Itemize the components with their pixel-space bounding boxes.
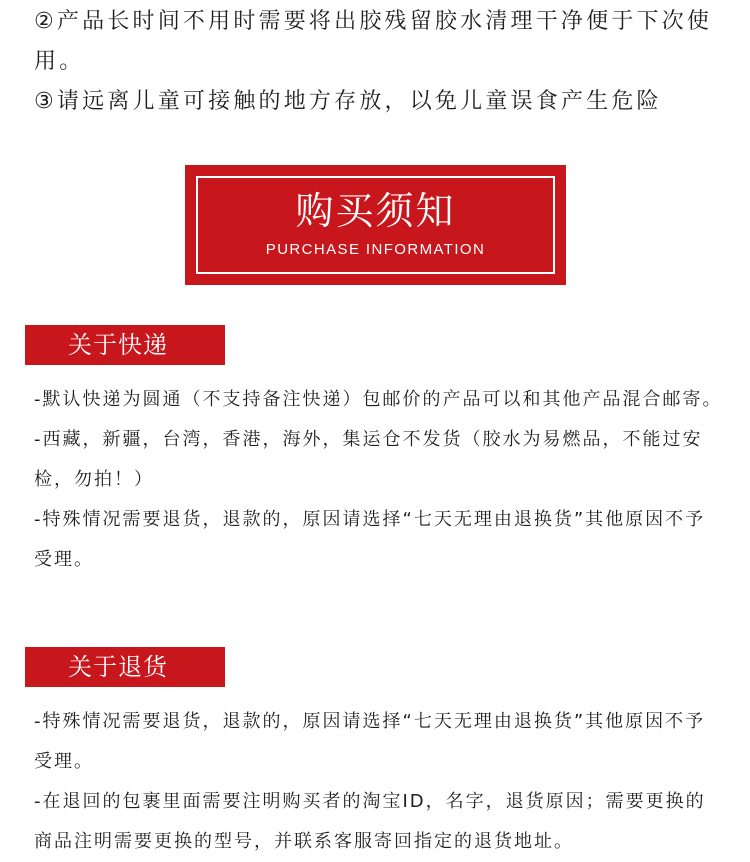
product-care-notes (34, 2, 724, 122)
shipping-item-return-reason: -特殊情况需要退货，退款的，原因请选择“七天无理由退换货”其他原因不予受理。 (34, 509, 706, 570)
returns-item-reason: -特殊情况需要退货，退款的，原因请选择“七天无理由退换货”其他原因不予受理。 (34, 711, 706, 772)
care-note-3: ③请远离儿童可接触的地方存放，以免儿童误食产生危险 (34, 89, 662, 114)
shipping-heading: 关于快递 (25, 325, 225, 365)
shipping-item-default-courier: -默认快递为圆通（不支持备注快递）包邮价的产品可以和其他产品混合邮寄。 (34, 389, 723, 410)
banner-subtitle: PURCHASE INFORMATION (265, 241, 486, 258)
returns-section (34, 702, 724, 862)
returns-heading: 关于退货 (25, 647, 225, 687)
shipping-section (34, 380, 724, 580)
shipping-item-excluded-regions: -西藏，新疆，台湾，香港，海外，集运仓不发货（胶水为易燃品，不能过安检，勿拍！） (34, 429, 703, 490)
banner-title: 购买须知 (295, 189, 456, 233)
care-note-2: ②产品长时间不用时需要将出胶残留胶水清理干净便于下次使用。 (34, 9, 713, 74)
returns-item-package-note: -在退回的包裹里面需要注明购买者的淘宝ID，名字，退货原因；需要更换的商品注明需要更换的型号，并联系客服寄回指定的退货地址。 (34, 791, 706, 852)
purchase-info-banner (185, 165, 566, 285)
